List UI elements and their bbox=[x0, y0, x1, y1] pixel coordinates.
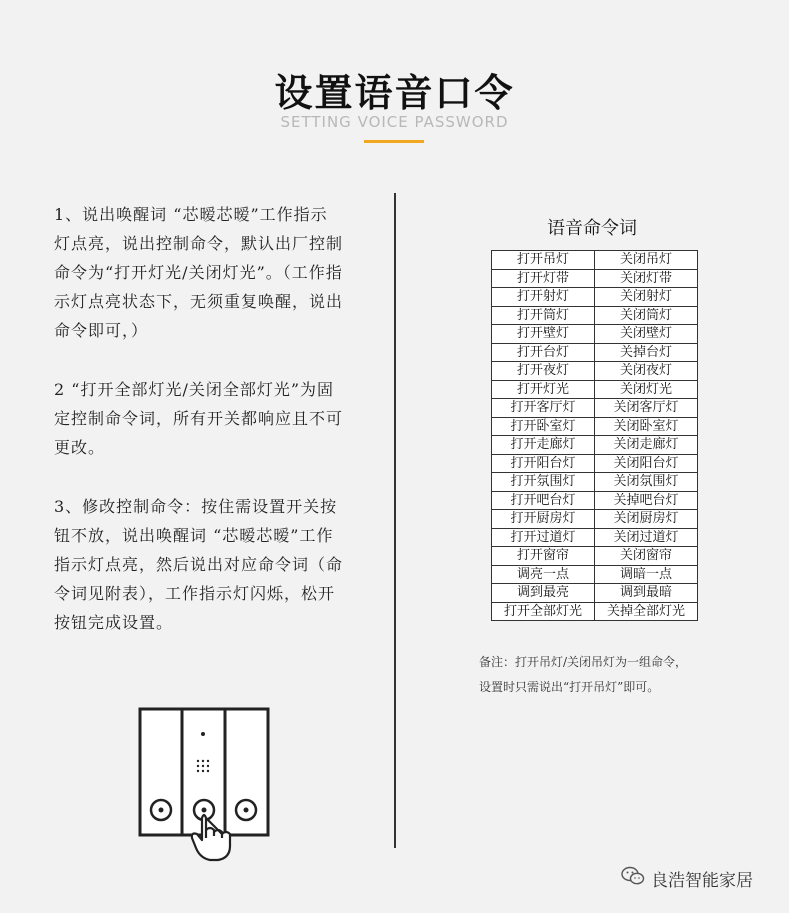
switch-illustration bbox=[136, 706, 276, 870]
command-on-cell: 打开灯带 bbox=[492, 269, 595, 288]
command-on-cell: 打开全部灯光 bbox=[492, 602, 595, 621]
command-on-cell: 打开卧室灯 bbox=[492, 417, 595, 436]
table-row bbox=[492, 473, 698, 492]
command-off-cell: 关闭阳台灯 bbox=[595, 454, 698, 473]
table-row bbox=[492, 528, 698, 547]
command-off-cell: 调到最暗 bbox=[595, 584, 698, 603]
command-on-cell: 打开射灯 bbox=[492, 288, 595, 307]
command-off-cell: 关闭过道灯 bbox=[595, 528, 698, 547]
note-line-2: 设置时只需说出“打开吊灯”即可。 bbox=[479, 680, 660, 694]
table-row bbox=[492, 343, 698, 362]
command-table-title: 语音命令词 bbox=[547, 218, 637, 239]
instructions bbox=[54, 200, 344, 667]
command-table bbox=[491, 250, 698, 621]
command-on-cell: 打开夜灯 bbox=[492, 362, 595, 381]
table-row bbox=[492, 269, 698, 288]
command-on-cell: 打开吊灯 bbox=[492, 251, 595, 270]
command-on-cell: 打开台灯 bbox=[492, 343, 595, 362]
command-on-cell: 打开过道灯 bbox=[492, 528, 595, 547]
command-off-cell: 调暗一点 bbox=[595, 565, 698, 584]
note bbox=[479, 650, 769, 700]
table-row bbox=[492, 288, 698, 307]
command-off-cell: 关闭氛围灯 bbox=[595, 473, 698, 492]
command-off-cell: 关闭吊灯 bbox=[595, 251, 698, 270]
brand-name: 良浩智能家居 bbox=[651, 871, 753, 891]
command-off-cell: 关闭卧室灯 bbox=[595, 417, 698, 436]
command-on-cell: 打开厨房灯 bbox=[492, 510, 595, 529]
table-row bbox=[492, 547, 698, 566]
table-row bbox=[492, 584, 698, 603]
command-off-cell: 关闭壁灯 bbox=[595, 325, 698, 344]
command-off-cell: 关掉吧台灯 bbox=[595, 491, 698, 510]
page-subtitle: SETTING VOICE PASSWORD bbox=[280, 113, 509, 131]
command-off-cell: 关掉台灯 bbox=[595, 343, 698, 362]
instruction-step-3: 3、修改控制命令：按住需设置开关按钮不放，说出唤醒词 “芯暧芯暧”工作指示灯点亮，然后说出对应命令词（命令词见附表），工作指示灯闪烁，松开按钮完成设置。 bbox=[54, 497, 344, 632]
command-on-cell: 调亮一点 bbox=[492, 565, 595, 584]
command-off-cell: 关闭窗帘 bbox=[595, 547, 698, 566]
page-title: 设置语音口令 bbox=[274, 71, 515, 115]
command-off-cell: 关闭灯带 bbox=[595, 269, 698, 288]
command-on-cell: 打开阳台灯 bbox=[492, 454, 595, 473]
command-off-cell: 关闭筒灯 bbox=[595, 306, 698, 325]
command-on-cell: 打开筒灯 bbox=[492, 306, 595, 325]
table-row bbox=[492, 399, 698, 418]
command-on-cell: 打开壁灯 bbox=[492, 325, 595, 344]
note-line-1: 备注：打开吊灯/关闭吊灯为一组命令， bbox=[479, 655, 688, 669]
command-off-cell: 关闭夜灯 bbox=[595, 362, 698, 381]
command-on-cell: 打开氛围灯 bbox=[492, 473, 595, 492]
table-row bbox=[492, 325, 698, 344]
table-row bbox=[492, 602, 698, 621]
wechat-icon bbox=[621, 866, 645, 891]
command-on-cell: 打开吧台灯 bbox=[492, 491, 595, 510]
table-row bbox=[492, 510, 698, 529]
instruction-step-1: 1、说出唤醒词 “芯暧芯暧”工作指示灯点亮，说出控制命令，默认出厂控制命令为“打开灯光/关闭灯光”。（工作指示灯点亮状态下，无须重复唤醒，说出命令即可，） bbox=[54, 205, 344, 340]
table-row bbox=[492, 306, 698, 325]
command-off-cell: 关闭走廊灯 bbox=[595, 436, 698, 455]
command-on-cell: 打开走廊灯 bbox=[492, 436, 595, 455]
command-on-cell: 调到最亮 bbox=[492, 584, 595, 603]
command-on-cell: 打开灯光 bbox=[492, 380, 595, 399]
column-divider bbox=[394, 193, 396, 848]
command-off-cell: 关掉全部灯光 bbox=[595, 602, 698, 621]
table-row bbox=[492, 380, 698, 399]
table-row bbox=[492, 417, 698, 436]
table-row bbox=[492, 251, 698, 270]
table-row bbox=[492, 436, 698, 455]
brand-watermark bbox=[621, 866, 753, 891]
command-off-cell: 关闭厨房灯 bbox=[595, 510, 698, 529]
command-off-cell: 关闭客厅灯 bbox=[595, 399, 698, 418]
command-on-cell: 打开窗帘 bbox=[492, 547, 595, 566]
table-row bbox=[492, 454, 698, 473]
table-row bbox=[492, 491, 698, 510]
command-off-cell: 关闭射灯 bbox=[595, 288, 698, 307]
table-row bbox=[492, 565, 698, 584]
table-row bbox=[492, 362, 698, 381]
instruction-step-2: 2 “打开全部灯光/关闭全部灯光”为固定控制命令词，所有开关都响应且不可更改。 bbox=[54, 380, 344, 457]
command-on-cell: 打开客厅灯 bbox=[492, 399, 595, 418]
command-off-cell: 关闭灯光 bbox=[595, 380, 698, 399]
accent-divider bbox=[364, 140, 424, 143]
